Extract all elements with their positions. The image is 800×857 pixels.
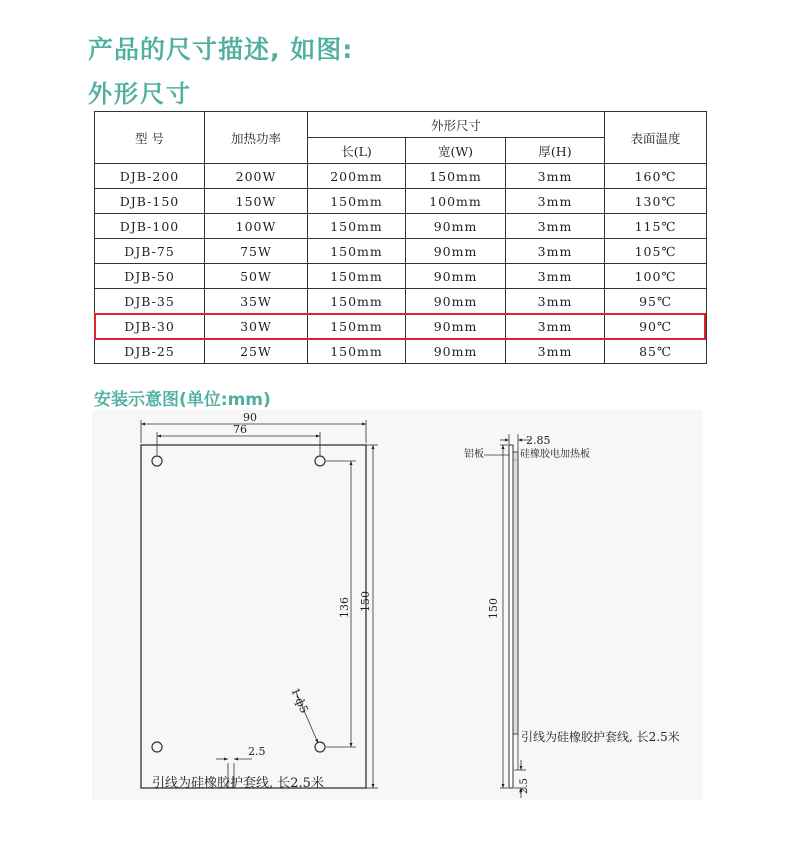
cell-thickness: 3mm — [506, 189, 605, 214]
cell-power: 30W — [205, 314, 308, 339]
cell-length: 150mm — [308, 289, 406, 314]
side-view — [464, 434, 680, 798]
cell-length: 150mm — [308, 314, 406, 339]
label-silicone-heater: 硅橡胶电加热板 — [520, 449, 590, 460]
cell-surface-temp: 160℃ — [605, 164, 707, 189]
cell-power: 50W — [205, 264, 308, 289]
cell-power: 35W — [205, 289, 308, 314]
side-dim-height: 150 — [487, 598, 500, 619]
header-dimension-group: 外形尺寸 — [308, 112, 605, 138]
label-aluminum-plate: 铝板 — [464, 449, 484, 460]
cell-thickness: 3mm — [506, 214, 605, 239]
dim-thickness: 2.85 — [526, 434, 551, 447]
cell-surface-temp: 105℃ — [605, 239, 707, 264]
dim-hole-spec: 1-ф5 — [288, 685, 311, 716]
cell-power: 25W — [205, 339, 308, 364]
cell-power: 150W — [205, 189, 308, 214]
cell-model: DJB-200 — [95, 164, 205, 189]
cell-width: 100mm — [406, 189, 506, 214]
cell-surface-temp: 115℃ — [605, 214, 707, 239]
cell-model: DJB-75 — [95, 239, 205, 264]
header-length: 长(L) — [308, 138, 406, 164]
cell-model: DJB-35 — [95, 289, 205, 314]
cell-thickness: 3mm — [506, 339, 605, 364]
cell-surface-temp: 90℃ — [605, 314, 707, 339]
cell-width: 150mm — [406, 164, 506, 189]
cell-surface-temp: 95℃ — [605, 289, 707, 314]
mount-hole-top-left — [152, 456, 162, 466]
cell-model: DJB-150 — [95, 189, 205, 214]
front-plate — [141, 445, 366, 788]
side-lead-note: 引线为硅橡胶护套线, 长2.5米 — [521, 730, 680, 744]
cell-width: 90mm — [406, 264, 506, 289]
header-power: 加热功率 — [205, 112, 308, 164]
front-view — [141, 411, 378, 791]
cell-length: 150mm — [308, 264, 406, 289]
silicone-heater-plate — [513, 452, 518, 734]
header-surface-temp: 表面温度 — [605, 112, 707, 164]
cell-power: 200W — [205, 164, 308, 189]
dim-lead-offset: 2.5 — [248, 745, 266, 758]
header-model: 型 号 — [95, 112, 205, 164]
dim-width-holes: 76 — [233, 423, 247, 436]
cell-length: 150mm — [308, 189, 406, 214]
cell-width: 90mm — [406, 339, 506, 364]
dim-height-holes: 136 — [338, 597, 351, 618]
dim-height-outer: 150 — [359, 591, 372, 612]
cell-surface-temp: 100℃ — [605, 264, 707, 289]
cell-surface-temp: 130℃ — [605, 189, 707, 214]
header-width: 宽(W) — [406, 138, 506, 164]
section-title-outer-size: 外形尺寸 — [88, 80, 192, 108]
cell-length: 150mm — [308, 239, 406, 264]
cell-model: DJB-25 — [95, 339, 205, 364]
section-title-install: 安装示意图(单位:mm) — [94, 390, 271, 410]
cell-width: 90mm — [406, 239, 506, 264]
mount-hole-top-right — [315, 456, 325, 466]
dim-width-outer: 90 — [243, 411, 257, 424]
cell-thickness: 3mm — [506, 314, 605, 339]
page-title: 产品的尺寸描述, 如图: — [88, 35, 354, 64]
cell-thickness: 3mm — [506, 164, 605, 189]
cell-thickness: 3mm — [506, 264, 605, 289]
cell-model: DJB-100 — [95, 214, 205, 239]
side-dim-lead: 2.5 — [519, 778, 530, 794]
cell-length: 150mm — [308, 214, 406, 239]
aluminum-plate — [509, 445, 513, 788]
cell-length: 200mm — [308, 164, 406, 189]
front-lead-note: 引线为硅橡胶护套线, 长2.5米 — [152, 776, 324, 791]
cell-width: 90mm — [406, 289, 506, 314]
mount-hole-bottom-left — [152, 742, 162, 752]
cell-thickness: 3mm — [506, 239, 605, 264]
mount-hole-bottom-right — [315, 742, 325, 752]
cell-thickness: 3mm — [506, 289, 605, 314]
cell-width: 90mm — [406, 314, 506, 339]
cell-model: DJB-30 — [95, 314, 205, 339]
cell-surface-temp: 85℃ — [605, 339, 707, 364]
cell-power: 75W — [205, 239, 308, 264]
cell-width: 90mm — [406, 214, 506, 239]
cell-length: 150mm — [308, 339, 406, 364]
header-thickness: 厚(H) — [506, 138, 605, 164]
cell-power: 100W — [205, 214, 308, 239]
cell-model: DJB-50 — [95, 264, 205, 289]
